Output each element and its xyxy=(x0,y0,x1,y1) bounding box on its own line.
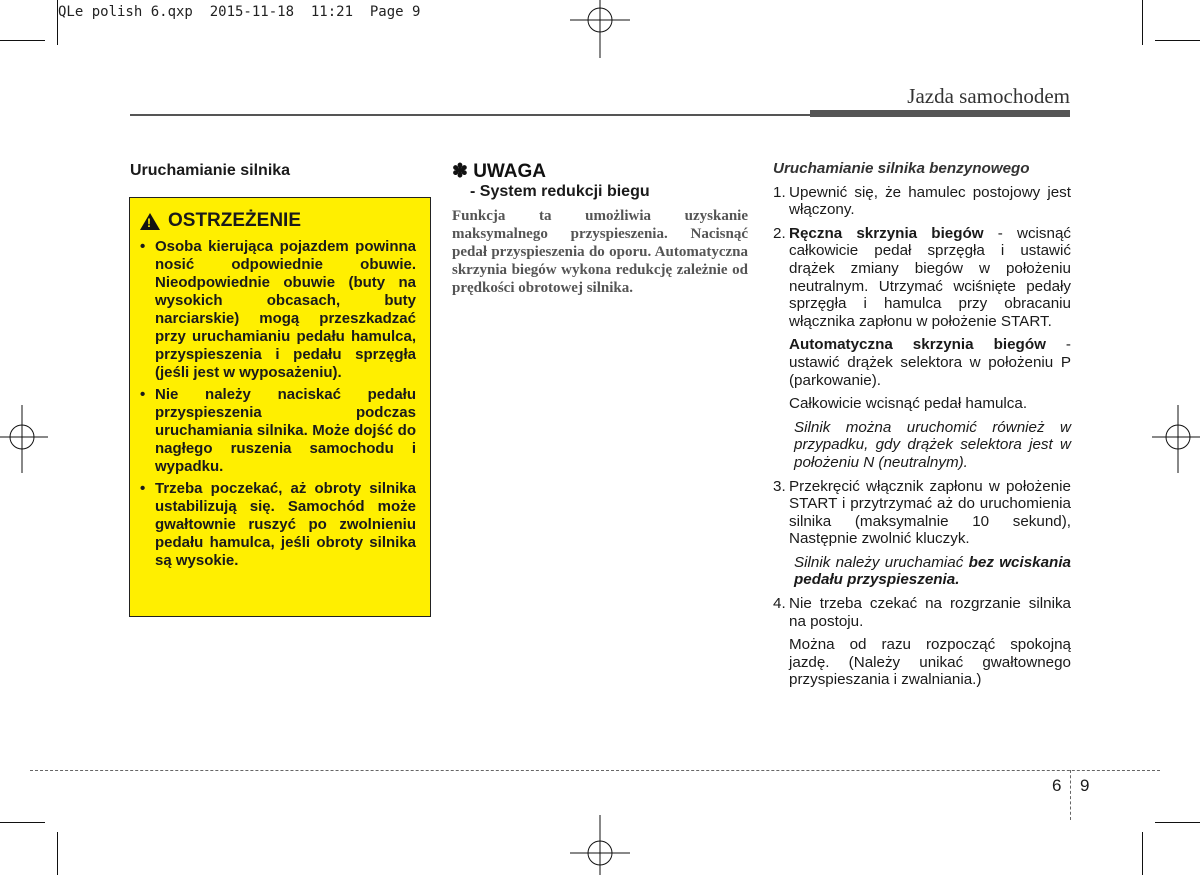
step-number: 2. xyxy=(773,224,786,242)
registration-mark-bottom xyxy=(570,815,630,875)
warning-item: • Osoba kierująca pojazdem powinna nosić odpowiednie obuwie. Nieodpowiednie obuwie (buty na wysokich obcasach, buty narciarskie) mogą przeszkadzać przy uruchamianiu pedału hamulca, przyspieszenia i pedału sprzęgła (jeśli jest w wyposażeniu). xyxy=(140,238,416,382)
manual-gearbox-text: - wcisnąć całkowicie pedał sprzęgła i ustawić drążek zmiany biegów w położeniu neutralnym. Utrzymać wciśnięte pedały sprzęgła i hamulca przy obracaniu włącznika zapłonu w położenie START. xyxy=(789,224,1072,330)
manual-gearbox-label: Ręczna skrzynia biegów xyxy=(789,224,984,242)
header-rule xyxy=(130,114,810,116)
section-title: Jazda samochodem xyxy=(907,84,1070,108)
step-4 xyxy=(773,595,1071,630)
crop-mark xyxy=(0,40,45,41)
brake-para: Całkowicie wcisnąć pedał hamulca. xyxy=(789,395,1028,413)
registration-mark-top xyxy=(570,0,630,60)
step-number: 4. xyxy=(773,595,786,613)
file-header: QLe polish 6.qxp 2015-11-18 11:21 Page 9 xyxy=(58,4,421,20)
step-number: 3. xyxy=(773,477,786,495)
warning-item: • Nie należy naciskać pedału przyspieszenia podczas uruchamiania silnika. Może dojść do nagłego ruszenia samochodu i wypadku. xyxy=(140,386,416,476)
accelerator-note xyxy=(794,554,1071,589)
step-3 xyxy=(773,478,1071,548)
warning-list xyxy=(140,238,416,574)
step-text: Przekręcić włącznik zapłonu w położenie START i przytrzymać aż do uruchomienia silnika (maksymalnie 10 sekund), Następnie zwolnić kluczyk. xyxy=(789,477,1071,548)
step-1 xyxy=(773,184,1071,219)
footer-rule xyxy=(30,770,1160,771)
column1-heading: Uruchamianie silnika xyxy=(130,162,291,179)
warning-icon: ! xyxy=(140,213,160,230)
warmup-para: Można od razu rozpocząć spokojną jazdę. (Należy unikać gwałtownego przyspieszania i zwalniania.) xyxy=(789,636,1071,689)
automatic-gearbox-label: Automatyczna skrzynia biegów xyxy=(789,336,1046,354)
accelerator-note-bold: bez wciskania pedału przyspieszenia. xyxy=(794,553,1071,589)
warning-box xyxy=(129,197,431,617)
page-number: 9 xyxy=(1080,776,1090,795)
registration-mark-right xyxy=(1150,405,1200,475)
page-number-divider xyxy=(1070,770,1072,820)
step-2 xyxy=(773,225,1071,331)
crop-mark xyxy=(57,832,58,875)
note-heading: ✽ UWAGA xyxy=(452,161,547,182)
step-text xyxy=(789,225,1071,331)
warning-item: • Trzeba poczekać, aż obroty silnika ustabilizują się. Samochód może gwałtownie ruszyć po zwolnieniu pedału hamulca, jeśli obroty silnika są wysokie. xyxy=(140,480,416,570)
step-text: Upewnić się, że hamulec postojowy jest włączony. xyxy=(789,183,1071,219)
crop-mark xyxy=(1142,0,1143,45)
crop-mark xyxy=(1142,832,1143,875)
automatic-gearbox-text: - ustawić drążek selektora w położeniu P (parkowanie). xyxy=(789,336,1071,389)
step-text: Nie trzeba czekać na rozgrzanie silnika na postoju. xyxy=(789,595,1071,630)
step-number: 1. xyxy=(773,183,786,201)
warning-title-text: OSTRZEŻENIE xyxy=(168,210,302,231)
automatic-gearbox-para xyxy=(789,336,1071,389)
accelerator-note-text: Silnik należy uruchamiać xyxy=(794,553,969,571)
crop-mark xyxy=(0,822,45,823)
column3 xyxy=(773,160,1071,695)
column3-subheading: Uruchamianie silnika benzynowego xyxy=(773,160,1030,177)
chapter-number: 6 xyxy=(1052,776,1062,795)
registration-mark-left xyxy=(0,405,50,475)
crop-mark xyxy=(1155,40,1200,41)
crop-mark xyxy=(1155,822,1200,823)
header-rule-thick xyxy=(810,110,1070,117)
warning-title xyxy=(140,210,301,232)
note-subheading: - System redukcji biegu xyxy=(470,183,650,200)
note-body: Funkcja ta umożliwia uzyskanie maksymalnego przyspieszenia. Nacisnąć pedał przyspieszenia do oporu. Automatyczna skrzynia biegów wykona redukcję zależnie od prędkości obrotowej silnika. xyxy=(452,208,748,296)
neutral-note: Silnik można uruchomić również w przypadku, gdy drążek selektora jest w położeniu N (neutralnym). xyxy=(794,418,1071,471)
